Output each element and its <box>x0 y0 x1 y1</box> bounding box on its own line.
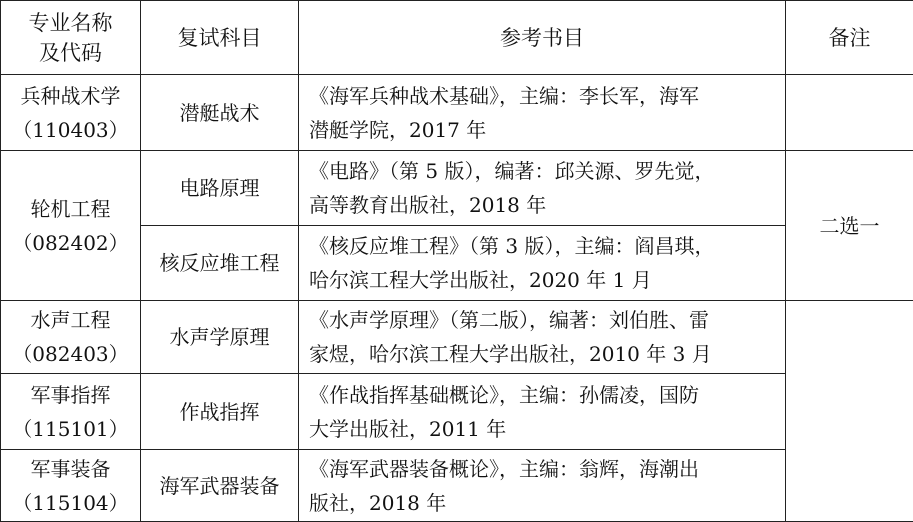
major-cell <box>1 301 141 374</box>
book-line: 《作战指挥基础概论》，主编：孙儒凌，国防 <box>309 382 699 407</box>
major-cell <box>1 374 141 450</box>
book-line: 潜艇学院，2017 年 <box>309 117 487 142</box>
subject-cell: 海军武器装备 <box>141 450 299 522</box>
major-name: 兵种战术学 <box>20 83 121 108</box>
subject-cell: 水声学原理 <box>141 301 299 374</box>
book-cell <box>299 374 786 450</box>
header-major <box>1 1 141 75</box>
book-line: 《电路》（第 5 版），编著：邱关源、罗先觉， <box>309 159 715 183</box>
book-line: 版社，2018 年 <box>309 490 447 515</box>
header-major-line2: 及代码 <box>39 40 102 65</box>
book-cell <box>299 226 786 301</box>
header-note: 备注 <box>786 1 913 75</box>
major-name: 军事装备 <box>30 456 111 481</box>
major-cell <box>1 75 141 151</box>
header-row <box>1 1 913 75</box>
note-cell-empty <box>786 75 913 151</box>
note-choice-cell: 二选一 <box>786 151 913 301</box>
header-major-line1: 专业名称 <box>28 10 113 35</box>
book-line: 大学出版社，2011 年 <box>309 416 507 441</box>
major-code: （115104） <box>12 490 129 515</box>
header-books: 参考书目 <box>299 1 786 75</box>
book-cell <box>299 301 786 374</box>
subject-cell: 潜艇战术 <box>141 75 299 151</box>
major-name: 轮机工程 <box>30 196 111 221</box>
table-row <box>1 374 913 450</box>
book-line: 《海军武器装备概论》，主编：翁辉，海潮出 <box>309 456 699 481</box>
subject-cell: 作战指挥 <box>141 374 299 450</box>
major-code: （115101） <box>12 416 129 441</box>
book-line: 《海军兵种战术基础》，主编：李长军，海军 <box>309 83 699 108</box>
subject-cell: 电路原理 <box>141 151 299 226</box>
major-name: 水声工程 <box>30 308 111 332</box>
book-line: 高等教育出版社，2018 年 <box>309 193 547 217</box>
book-cell <box>299 450 786 522</box>
major-cell <box>1 450 141 522</box>
major-code: （110403） <box>12 117 129 142</box>
book-cell <box>299 151 786 226</box>
major-code: （082402） <box>12 230 129 255</box>
book-line: 哈尔滨工程大学出版社，2020 年 1 月 <box>309 268 652 292</box>
header-subject: 复试科目 <box>141 1 299 75</box>
table-row <box>1 301 913 374</box>
book-line: 家煜，哈尔滨工程大学出版社，2010 年 3 月 <box>309 342 712 366</box>
subject-cell: 核反应堆工程 <box>141 226 299 301</box>
major-code: （082403） <box>12 342 129 366</box>
book-line: 《核反应堆工程》（第 3 版），主编：阎昌琪， <box>309 234 715 258</box>
book-line: 《水声学原理》（第二版），编著：刘伯胜、雷 <box>309 308 709 332</box>
table-row <box>1 151 913 226</box>
table-row <box>1 450 913 522</box>
note-cell-empty <box>786 301 913 522</box>
book-cell <box>299 75 786 151</box>
table-row <box>1 75 913 151</box>
major-name: 军事指挥 <box>30 382 111 407</box>
major-cell <box>1 151 141 301</box>
